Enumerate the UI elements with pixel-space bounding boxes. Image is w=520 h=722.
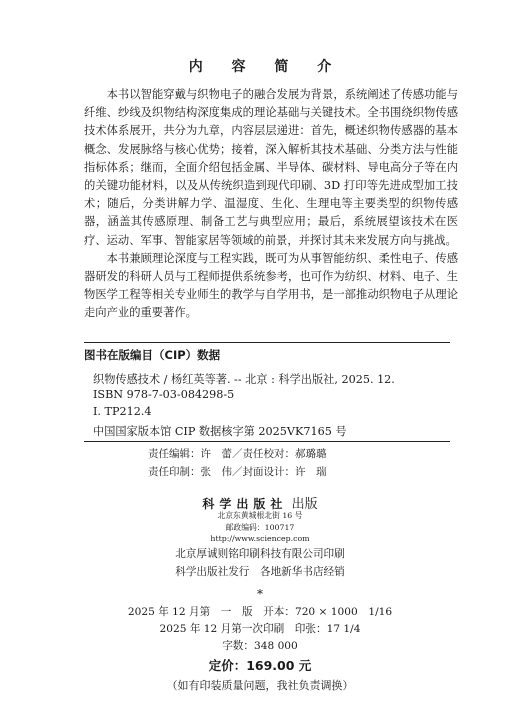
- word-count: 字数：348 000: [222, 640, 298, 652]
- cip-heading: 图书在版编目（CIP）数据: [84, 348, 221, 362]
- printer-line: 北京厚诚则铭印刷科技有限公司印刷: [175, 548, 345, 560]
- publisher-website: http://www.sciencep.com: [210, 534, 310, 543]
- summary-heading: 内 容 简 介: [188, 59, 344, 75]
- publisher-logo-text: 科学出版社: [202, 497, 288, 511]
- price-label: 定价：: [208, 658, 247, 673]
- distribution-line: 科学出版社发行 各地新华书店经销: [175, 566, 345, 578]
- section-star: *: [257, 587, 263, 601]
- edition-line: 2025 年 12 月第 一 版 开本：720 × 1000 1/16: [127, 606, 393, 618]
- summary-body: [84, 86, 458, 323]
- publisher-suffix: 出版: [291, 497, 318, 512]
- cip-record-number: 中国国家版本馆 CIP 数据核字第 2025VK7165 号: [93, 425, 347, 438]
- cip-title-line: 织物传感技术 / 杨红英等著. -- 北京 : 科学出版社, 2025. 12.: [93, 373, 395, 386]
- quality-notice: （如有印装质量问题，我社负责调换）: [166, 679, 354, 692]
- credits-editors: 责任编辑：许 蕾／责任校对：郝璐璐: [148, 448, 327, 460]
- credits-production: 责任印制：张 伟／封面设计：许 瑞: [148, 466, 327, 478]
- summary-paragraph-1: 本书以智能穿戴与织物电子的融合发展为背景，系统阐述了传感功能与纤维、纱线及织物结构深度集成的理论基础与关键技术。全书围绕织物传感技术体系展开，共分为九章，内容层层递进：首先，概述织物传感器的基本概念、发展脉络与核心优势；接着，深入解析其技术基础、分类方法与性能指标体系；继而，全面介绍包括金属、半导体、碳材料、导电高分子等在内的关键功能材料，以及从传统织造到现代印刷、3D 打印等先进成型加工技术；随后，分类讲解力学、温湿度、生化、生理电等主要类型的织物传感器，涵盖其传感原理、制备工艺与典型应用；最后，系统展望该技术在医疗、运动、军事、智能家居等领域的前景，并探讨其未来发展方向与挑战。: [84, 88, 458, 247]
- publisher-postcode: 邮政编码：100717: [225, 523, 295, 532]
- summary-paragraph-2: 本书兼顾理论深度与工程实践，既可为从事智能纺织、柔性电子、传感器研发的科研人员与工程师提供系统参考，也可作为纺织、材料、电子、生物医学工程等相关专业师生的教学与自学用书，是一部推动织物电子从理论走向产业的重要著作。: [84, 251, 458, 320]
- divider-bottom: [84, 441, 450, 442]
- cip-classification: Ⅰ. TP212.4: [93, 405, 152, 418]
- divider-top: [84, 342, 450, 343]
- printing-line: 2025 年 12 月第一次印刷 印张：17 1/4: [159, 623, 361, 635]
- price-line: [0, 656, 520, 674]
- price-amount: 169.00 元: [246, 658, 312, 673]
- cip-isbn: ISBN 978-7-03-084298-5: [93, 388, 235, 401]
- publisher-address: 北京东黄城根北街 16 号: [217, 511, 303, 520]
